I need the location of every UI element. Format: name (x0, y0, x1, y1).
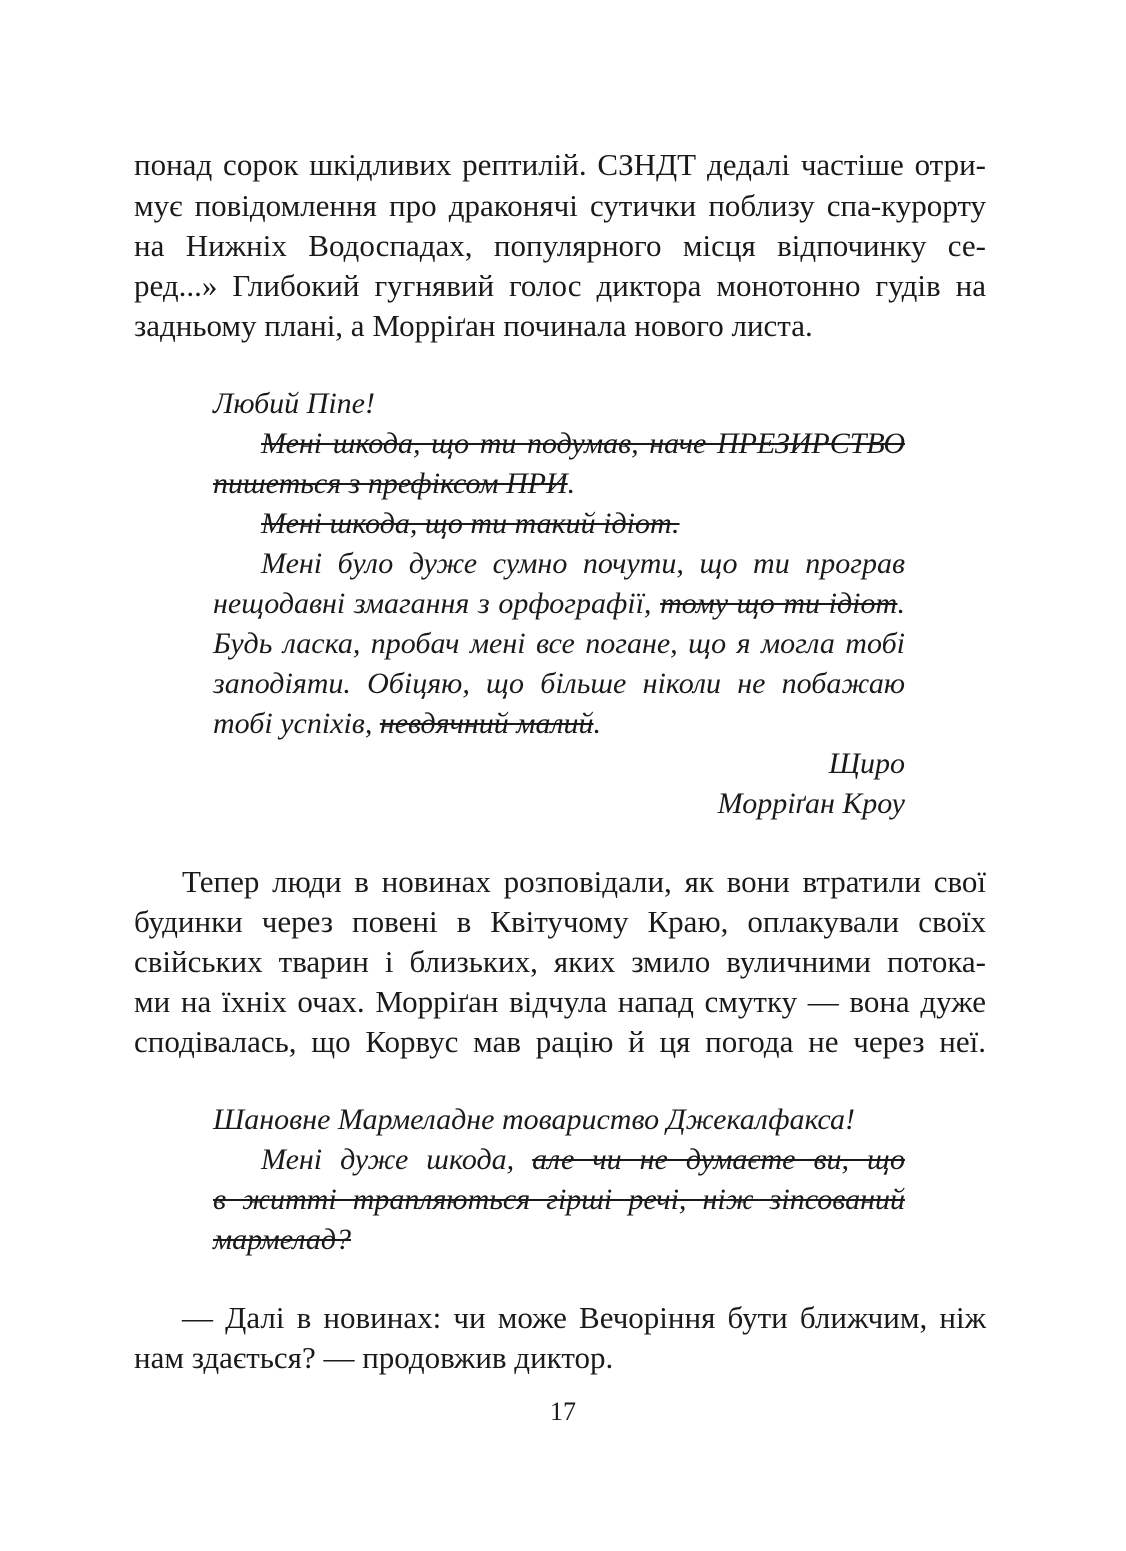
letter-line (213, 704, 905, 744)
crossed-out-line (213, 464, 905, 504)
crossed-text: в житті трапляються гірші речі, ніж зіпсований (213, 1183, 905, 1216)
paragraph-line: ред...» Глибокий гугнявий голос диктора монотонно гудів на (134, 268, 986, 303)
letter-line (213, 584, 905, 624)
crossed-text: Мені шкода, що ти такий ідіот. (261, 507, 680, 540)
letter-text: нещодавні змагання з орфографії, (213, 587, 661, 620)
page-number: 17 (550, 1397, 576, 1426)
paragraph-line: нам здається? — продовжив диктор. (134, 1340, 614, 1375)
paragraph-line: на Нижніх Водоспадах, популярного місця відпочинку се- (134, 228, 986, 263)
crossed-out-line (213, 424, 905, 464)
crossed-text: пишеться з префіксом ПРИ (213, 467, 568, 500)
letter-line: Будь ласка, пробач мені все погане, що я могла тобі (213, 627, 905, 660)
crossed-out-line (213, 1180, 905, 1220)
letter-closing: Щиро (828, 747, 905, 780)
letter-greeting: Шановне Мармеладне товариство Джекалфакса! (213, 1103, 855, 1136)
paragraph-line: задньому плані, а Морріґан починала нового листа. (134, 308, 813, 343)
paragraph-line: будинки через повені в Квітучому Краю, оплакували своїх (134, 904, 986, 939)
crossed-text: мармелад? (213, 1223, 351, 1256)
letter-line: заподіяти. Обіцяю, що більше ніколи не побажаю (213, 667, 905, 700)
letter-line: Мені було дуже сумно почути, що ти програв (261, 547, 905, 580)
letter-text: тобі успіхів, (213, 707, 380, 740)
paragraph-line: сподівалась, що Корвус мав рацію й ця погода не через неї. (134, 1024, 986, 1059)
letter-line (213, 1140, 905, 1180)
crossed-text: тому що ти ідіот (660, 587, 898, 620)
letter-text: Мені дуже шкода, (261, 1143, 533, 1176)
paragraph-line: — Далі в новинах: чи може Вечоріння бути ближчим, ніж (182, 1300, 986, 1335)
paragraph-line: ми на їхніх очах. Морріґан відчула напад смутку — вона дуже (134, 984, 986, 1019)
crossed-out-line (213, 504, 905, 544)
paragraph-line: понад сорок шкідливих рептилій. СЗНДТ дедалі частіше отри- (134, 147, 986, 182)
crossed-text: невдячний малий (379, 707, 594, 740)
crossed-out-line (213, 1220, 905, 1260)
letter-signature: Морріґан Кроу (717, 787, 905, 820)
paragraph-line: мує повідомлення про драконячі сутички поблизу спа-курорту (134, 188, 986, 223)
letter-greeting: Любий Піпе! (213, 387, 375, 420)
punctuation: . (567, 467, 576, 500)
crossed-text: але чи не думаєте ви, що (532, 1143, 905, 1176)
paragraph-line: свійських тварин і близьких, яких змило вуличними потока- (134, 944, 986, 979)
crossed-text: Мені шкода, що ти подумав, наче ПРЕЗИРСТВО (261, 427, 905, 460)
paragraph-line: Тепер люди в новинах розповідали, як вони втратили свої (182, 864, 986, 899)
punctuation: . (897, 587, 905, 620)
punctuation: . (593, 707, 602, 740)
